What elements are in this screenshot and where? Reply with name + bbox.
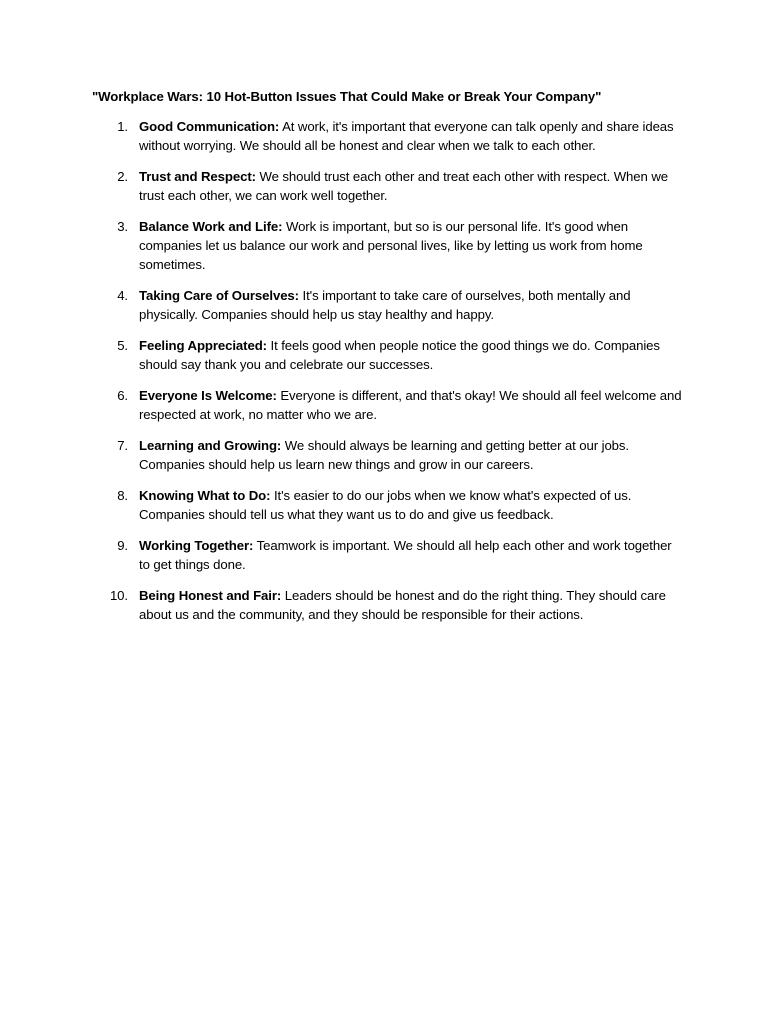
list-item-term: Trust and Respect: <box>139 169 256 184</box>
list-item <box>92 117 682 155</box>
list-item-text: It feels good when people notice the good things we do. Companies should say thank you and celebrate our successes. <box>139 338 660 372</box>
list-item-number: 5. <box>117 338 128 353</box>
list-item <box>92 336 682 374</box>
list-item <box>92 386 682 424</box>
list-item-number: 2. <box>117 169 128 184</box>
list-item <box>92 217 682 274</box>
list-item-term: Learning and Growing: <box>139 438 282 453</box>
document-title: "Workplace Wars: 10 Hot-Button Issues That Could Make or Break Your Company" <box>92 89 602 104</box>
list-item-term: Feeling Appreciated: <box>139 338 267 353</box>
list-item <box>92 486 682 524</box>
list-item-text: It's easier to do our jobs when we know what's expected of us. Companies should tell us what they want us to do and give us feedback. <box>139 488 632 522</box>
list-item-text: Work is important, but so is our personal life. It's good when companies let us balance our work and personal lives, like by letting us work from home sometimes. <box>139 219 643 272</box>
list-item <box>92 586 682 624</box>
list-item-term: Working Together: <box>139 538 254 553</box>
issues-list <box>92 117 682 636</box>
list-item-text: Leaders should be honest and do the right thing. They should care about us and the community, and they should be responsible for their actions. <box>139 588 666 622</box>
list-item-number: 4. <box>117 288 128 303</box>
list-item-text: Teamwork is important. We should all help each other and work together to get things done. <box>139 538 672 572</box>
list-item-number: 1. <box>117 119 128 134</box>
list-item-number: 7. <box>117 438 128 453</box>
list-item <box>92 436 682 474</box>
list-item-term: Good Communication: <box>139 119 280 134</box>
list-item-term: Everyone Is Welcome: <box>139 388 277 403</box>
list-item <box>92 286 682 324</box>
list-item-term: Balance Work and Life: <box>139 219 283 234</box>
list-item-number: 8. <box>117 488 128 503</box>
list-item-number: 9. <box>117 538 128 553</box>
list-item-number: 3. <box>117 219 128 234</box>
list-item-text: We should trust each other and treat each other with respect. When we trust each other, we can work well together. <box>139 169 668 203</box>
list-item-text: Everyone is different, and that's okay! We should all feel welcome and respected at work, no matter who we are. <box>139 388 682 422</box>
list-item-number: 6. <box>117 388 128 403</box>
list-item-text: We should always be learning and getting better at our jobs. Companies should help us learn new things and grow in our careers. <box>139 438 629 472</box>
list-item <box>92 167 682 205</box>
list-item-term: Taking Care of Ourselves: <box>139 288 299 303</box>
list-item-term: Being Honest and Fair: <box>139 588 282 603</box>
list-item-term: Knowing What to Do: <box>139 488 271 503</box>
list-item <box>92 536 682 574</box>
list-item-text: It's important to take care of ourselves, both mentally and physically. Companies should help us stay healthy and happy. <box>139 288 631 322</box>
list-item-number: 10. <box>109 588 128 603</box>
list-item-text: At work, it's important that everyone can talk openly and share ideas without worrying. We should all be honest and clear when we talk to each other. <box>139 119 674 153</box>
